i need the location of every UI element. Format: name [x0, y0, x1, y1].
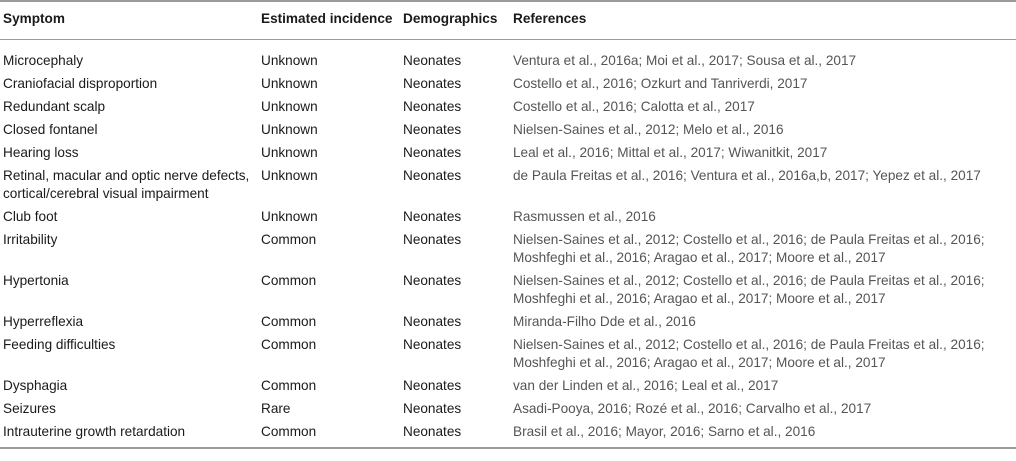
- cell-demographics: Neonates: [403, 232, 462, 247]
- cell-references: Nielsen-Saines et al., 2012; Costello et al., 2016; de Paula Freitas et al., 2016; Moshfeghi et al., 2016; Aragao et al., 2017; Moore et al., 2017: [513, 337, 985, 370]
- cell-incidence: Unknown: [261, 76, 318, 91]
- cell-symptom: Hearing loss: [3, 145, 79, 160]
- cell-references: Nielsen-Saines et al., 2012; Melo et al., 2016: [513, 122, 784, 137]
- cell-references: Ventura et al., 2016a; Moi et al., 2017; Sousa et al., 2017: [513, 53, 857, 68]
- cell-demographics: Neonates: [403, 99, 462, 114]
- cell-symptom: Craniofacial disproportion: [3, 76, 158, 91]
- cell-symptom: Seizures: [3, 401, 56, 416]
- table-row: [0, 375, 1016, 398]
- table-row: [0, 311, 1016, 334]
- table-row: [0, 398, 1016, 421]
- cell-references: Rasmussen et al., 2016: [513, 209, 656, 224]
- table-row: [0, 40, 1016, 74]
- cell-symptom: Microcephaly: [3, 53, 84, 68]
- table-row: [0, 142, 1016, 165]
- cell-references: Brasil et al., 2016; Mayor, 2016; Sarno et al., 2016: [510, 421, 1016, 448]
- cell-symptom: Dysphagia: [3, 378, 68, 393]
- cell-incidence: Unknown: [261, 168, 318, 183]
- cell-references: van der Linden et al., 2016; Leal et al., 2017: [513, 378, 779, 393]
- table-row: [0, 73, 1016, 96]
- table-row: [0, 119, 1016, 142]
- cell-incidence: Unknown: [261, 53, 318, 68]
- cell-incidence: Common: [261, 378, 317, 393]
- cell-demographics: Neonates: [403, 314, 462, 329]
- cell-demographics: Neonates: [403, 273, 462, 288]
- cell-references: Nielsen-Saines et al., 2012; Costello et al., 2016; de Paula Freitas et al., 2016; Moshfeghi et al., 2016; Aragao et al., 2017; Moore et al., 2017: [513, 232, 985, 265]
- cell-incidence: Common: [261, 232, 317, 247]
- cell-incidence: Common: [261, 273, 317, 288]
- table-row: [0, 270, 1016, 311]
- cell-symptom: Retinal, macular and optic nerve defects, cortical/cerebral visual impairment: [3, 168, 250, 201]
- table-row: [0, 165, 1016, 206]
- cell-incidence: Common: [258, 421, 400, 448]
- cell-demographics: Neonates: [403, 378, 462, 393]
- cell-references: de Paula Freitas et al., 2016; Ventura et al., 2016a,b, 2017; Yepez et al., 2017: [513, 168, 981, 183]
- cell-incidence: Common: [261, 337, 317, 352]
- cell-demographics: Neonates: [403, 209, 462, 224]
- cell-references: Miranda-Filho Dde et al., 2016: [513, 314, 696, 329]
- cell-references: Costello et al., 2016; Ozkurt and Tanriverdi, 2017: [513, 76, 808, 91]
- cell-demographics: Neonates: [400, 421, 510, 448]
- cell-references: Asadi-Pooya, 2016; Rozé et al., 2016; Carvalho et al., 2017: [513, 401, 872, 416]
- cell-demographics: Neonates: [403, 76, 462, 91]
- header-symptom: Symptom: [0, 1, 258, 40]
- table-row: [0, 229, 1016, 270]
- cell-incidence: Unknown: [261, 122, 318, 137]
- cell-symptom: Irritability: [3, 232, 58, 247]
- table-row: [0, 96, 1016, 119]
- cell-demographics: Neonates: [403, 122, 462, 137]
- cell-incidence: Unknown: [261, 209, 318, 224]
- table-row: [0, 206, 1016, 229]
- table-row: [0, 421, 1016, 448]
- cell-demographics: Neonates: [403, 337, 462, 352]
- cell-symptom: Closed fontanel: [3, 122, 98, 137]
- cell-incidence: Unknown: [261, 99, 318, 114]
- cell-demographics: Neonates: [403, 168, 462, 183]
- cell-symptom: Hypertonia: [3, 273, 69, 288]
- header-row: [0, 1, 1016, 40]
- table-row: [0, 334, 1016, 375]
- cell-symptom: Feeding difficulties: [3, 337, 116, 352]
- header-estimated-incidence: Estimated incidence: [258, 1, 400, 40]
- cell-incidence: Common: [261, 314, 317, 329]
- cell-symptom: Redundant scalp: [3, 99, 106, 114]
- cell-references: Costello et al., 2016; Calotta et al., 2017: [513, 99, 755, 114]
- cell-incidence: Unknown: [261, 145, 318, 160]
- cell-symptom: Club foot: [3, 209, 58, 224]
- cell-references: Leal et al., 2016; Mittal et al., 2017; Wiwanitkit, 2017: [513, 145, 828, 160]
- cell-references: Nielsen-Saines et al., 2012; Costello et al., 2016; de Paula Freitas et al., 2016; Moshfeghi et al., 2016; Aragao et al., 2017; Moore et al., 2017: [513, 273, 985, 306]
- cell-demographics: Neonates: [403, 53, 462, 68]
- cell-demographics: Neonates: [403, 145, 462, 160]
- cell-incidence: Rare: [261, 401, 291, 416]
- cell-demographics: Neonates: [403, 401, 462, 416]
- cell-symptom: Intrauterine growth retardation: [0, 421, 258, 448]
- header-demographics: Demographics: [400, 1, 510, 40]
- header-references: References: [510, 1, 1016, 40]
- cell-symptom: Hyperreflexia: [3, 314, 84, 329]
